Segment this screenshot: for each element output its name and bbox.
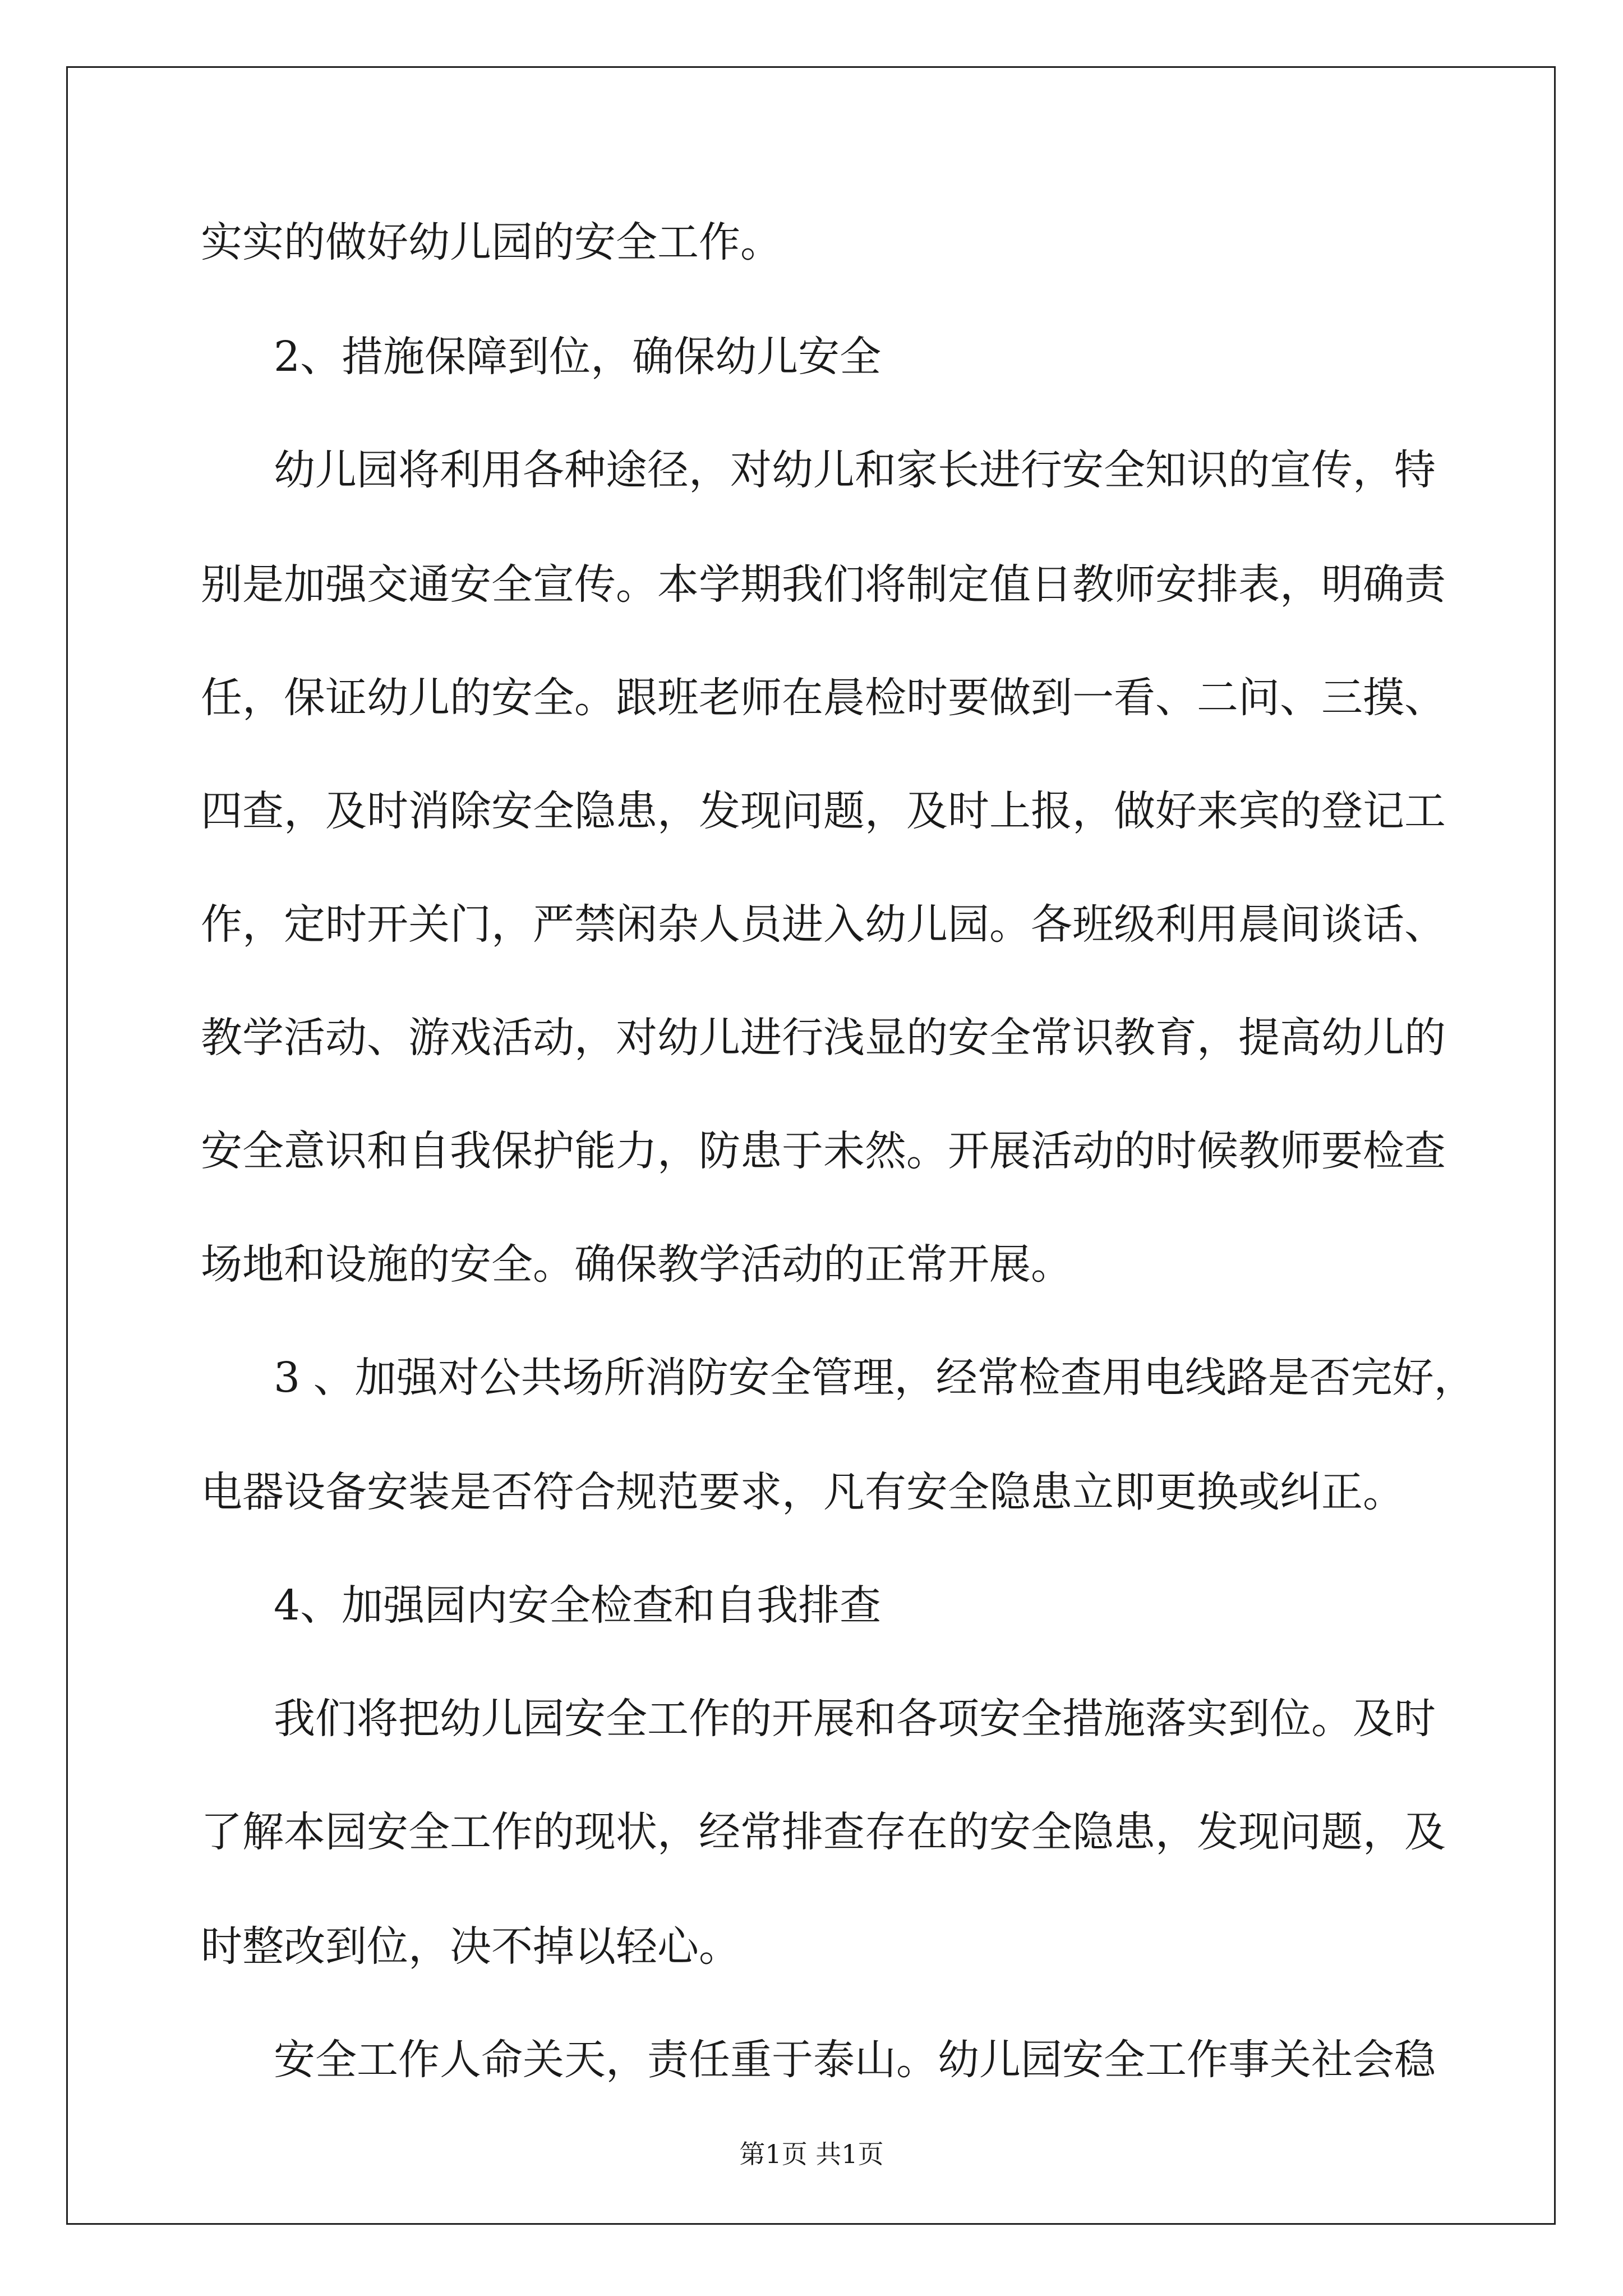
page-footer: 第1页 共1页 [739,2139,884,2169]
text-line: 实实的做好幼儿园的安全工作。 [201,218,782,266]
paragraph-line: 四查，及时消除安全隐患，发现问题，及时上报，做好来宾的登记工 [201,787,1446,835]
paragraph-line: 3 、加强对公共场所消防安全管理，经常检查用电线路是否完好， [274,1354,1476,1402]
paragraph-line: 幼儿园将利用各种途径，对幼儿和家长进行安全知识的宣传，特 [274,446,1436,494]
paragraph-line: 作，定时开关门，严禁闲杂人员进入幼儿园。各班级利用晨间谈话、 [201,900,1446,949]
paragraph-line: 安全意识和自我保护能力，防患于未然。开展活动的时候教师要检查 [201,1127,1446,1175]
heading-inspection: 4、加强园内安全检查和自我排查 [274,1581,882,1630]
paragraph-line: 别是加强交通安全宣传。本学期我们将制定值日教师安排表，明确责 [201,560,1446,609]
paragraph-line: 我们将把幼儿园安全工作的开展和各项安全措施落实到位。及时 [274,1695,1436,1743]
heading-measures: 2、措施保障到位，确保幼儿安全 [274,333,882,381]
paragraph-line: 任，保证幼儿的安全。跟班老师在晨检时要做到一看、二问、三摸、 [201,674,1446,722]
paragraph-line: 时整改到位，决不掉以轻心。 [201,1922,740,1971]
paragraph-line: 电器设备安装是否符合规范要求，凡有安全隐患立即更换或纠正。 [201,1468,1404,1516]
paragraph-line: 场地和设施的安全。确保教学活动的正常开展。 [201,1240,1072,1289]
paragraph-line: 教学活动、游戏活动，对幼儿进行浅显的安全常识教育，提高幼儿的 [201,1014,1446,1062]
paragraph-line: 安全工作人命关天，责任重于泰山。幼儿园安全工作事关社会稳 [274,2036,1436,2084]
paragraph-line: 了解本园安全工作的现状，经常排查存在的安全隐患，发现问题，及 [201,1808,1446,1856]
